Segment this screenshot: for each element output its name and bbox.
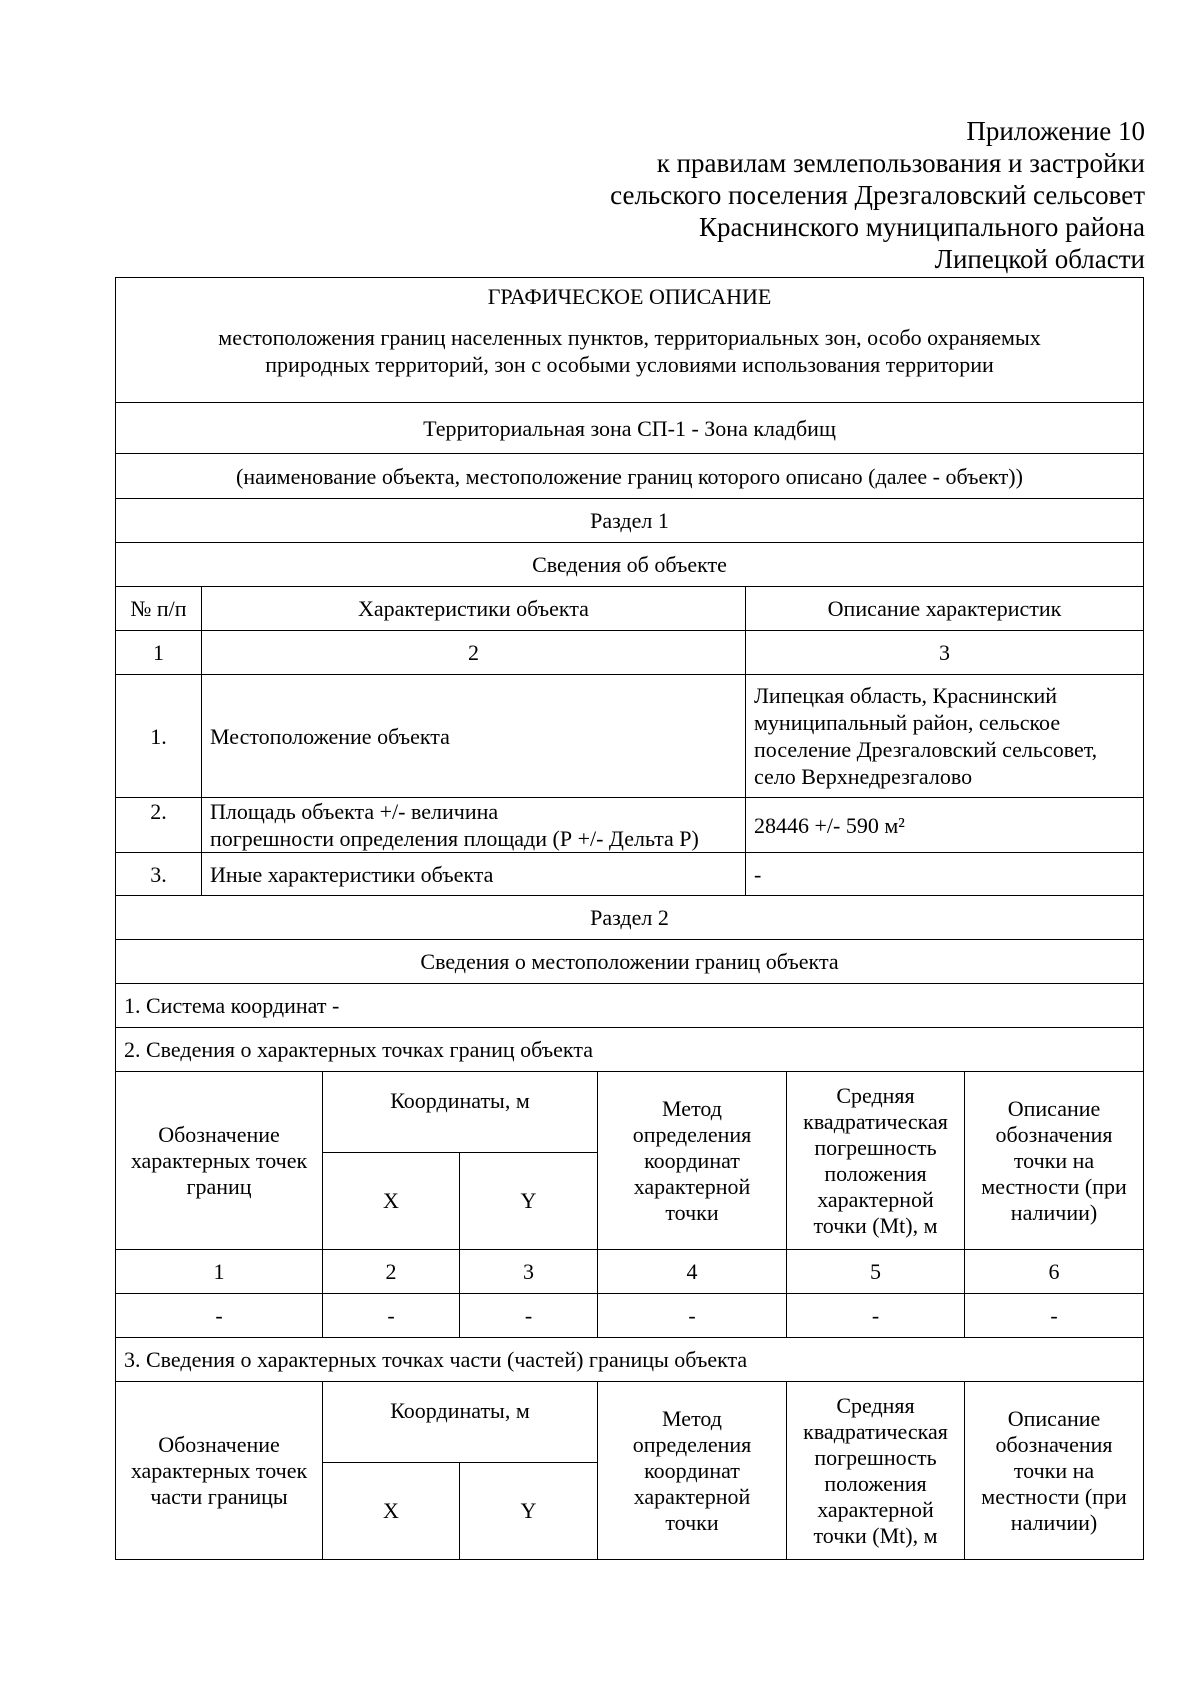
header-line: наличии)	[1010, 1199, 1098, 1225]
x-header: X	[323, 1463, 460, 1560]
object-caption: (наименование объекта, местоположение границ которого описано (далее - объект))	[116, 454, 1144, 499]
header-line: погрешность	[814, 1444, 937, 1470]
header-line: границ	[186, 1173, 252, 1199]
points-designation-header	[116, 1072, 323, 1250]
description-line: поселение Дрезгаловский сельсовет,	[754, 737, 1098, 762]
header-line: характерной	[633, 1483, 751, 1509]
header-line: погрешность	[814, 1134, 937, 1160]
object-name: Территориальная зона СП-1 - Зона кладбищ	[116, 403, 1144, 454]
header-line: положения	[824, 1470, 927, 1496]
header-line: координат	[644, 1457, 740, 1483]
row-description: -	[746, 853, 1144, 896]
header-line: точки на	[1013, 1457, 1095, 1483]
description-line: муниципальный район, сельское	[754, 710, 1061, 735]
method-header	[598, 1382, 787, 1560]
table-cell: -	[460, 1294, 598, 1338]
points-title: 2. Сведения о характерных точках границ объекта	[116, 1028, 1144, 1072]
col-number: 3	[746, 631, 1144, 675]
header-line: сельского поселения Дрезгаловский сельсовет	[610, 180, 1145, 210]
table-row	[116, 1294, 1144, 1338]
header-line: Описание	[1007, 1095, 1101, 1121]
header-num: № п/п	[116, 587, 202, 631]
header-line: Средняя	[836, 1392, 915, 1418]
table-cell: -	[598, 1294, 787, 1338]
header-line: Липецкой области	[934, 244, 1145, 274]
header-line: координат	[644, 1147, 740, 1173]
header-description: Описание характеристик	[746, 587, 1144, 631]
table-cell: -	[965, 1294, 1144, 1338]
header-line: Приложение 10	[966, 116, 1145, 146]
characteristic-line: Площадь объекта +/- величина	[210, 799, 499, 824]
header-line: точки (Mt), м	[813, 1522, 938, 1548]
section2-table	[115, 895, 1144, 1560]
section1-table	[115, 277, 1144, 896]
table-row	[116, 798, 1144, 853]
header-line: Координаты, м	[390, 1088, 530, 1113]
row-description: 28446 +/- 590 м²	[746, 798, 1144, 853]
table-row	[116, 675, 1144, 798]
header-line: характерной	[633, 1173, 751, 1199]
row-description	[746, 675, 1144, 798]
accuracy-header	[787, 1382, 965, 1560]
header-line: точки на	[1013, 1147, 1095, 1173]
header-line: Метод	[662, 1405, 722, 1431]
header-line: Координаты, м	[390, 1398, 530, 1423]
header-line: квадратическая	[803, 1108, 948, 1134]
col-number: 4	[598, 1250, 787, 1294]
y-header: Y	[460, 1463, 598, 1560]
graphic-description-form	[115, 277, 1143, 1560]
y-header: Y	[460, 1153, 598, 1250]
header-line: части границы	[150, 1483, 288, 1509]
section1-subtitle: Сведения об объекте	[116, 543, 1144, 587]
coordinate-system: 1. Система координат -	[116, 984, 1144, 1028]
doc-title: ГРАФИЧЕСКОЕ ОПИСАНИЕ	[487, 284, 772, 309]
doc-subtitle-line: местоположения границ населенных пунктов, территориальных зон, особо охраняемых	[218, 325, 1041, 350]
header-line: Обозначение	[158, 1121, 280, 1147]
point-description-header	[965, 1382, 1144, 1560]
header-line: Краснинского муниципального района	[698, 212, 1145, 242]
row-characteristic: Местоположение объекта	[202, 675, 746, 798]
header-line: точки	[665, 1509, 719, 1535]
header-line: к правилам землепользования и застройки	[656, 148, 1145, 178]
doc-subtitle-line: природных территорий, зон с особыми условиями использования территории	[265, 352, 994, 377]
table-row	[116, 853, 1144, 896]
header-line: Обозначение	[158, 1431, 280, 1457]
part-points-designation-header	[116, 1382, 323, 1560]
row-characteristic	[202, 798, 746, 853]
header-line: местности (при	[981, 1483, 1127, 1509]
table-cell: -	[116, 1294, 323, 1338]
col-number: 5	[787, 1250, 965, 1294]
section2-title: Раздел 2	[116, 896, 1144, 940]
col-number: 6	[965, 1250, 1144, 1294]
appendix-header	[610, 115, 1145, 275]
table-cell: -	[323, 1294, 460, 1338]
col-number: 2	[323, 1250, 460, 1294]
header-line: характерных точек	[130, 1457, 308, 1483]
characteristic-line: погрешности определения площади (Р +/- Дельта Р)	[210, 826, 699, 851]
method-header	[598, 1072, 787, 1250]
header-line: точки (Mt), м	[813, 1212, 938, 1238]
header-line: определения	[632, 1121, 752, 1147]
header-line: положения	[824, 1160, 927, 1186]
table-cell: -	[787, 1294, 965, 1338]
parts-title: 3. Сведения о характерных точках части (частей) границы объекта	[116, 1338, 1144, 1382]
header-characteristic: Характеристики объекта	[202, 587, 746, 631]
header-line: Метод	[662, 1095, 722, 1121]
header-line: обозначения	[995, 1431, 1113, 1457]
header-line: характерной	[817, 1186, 934, 1212]
row-characteristic: Иные характеристики объекта	[202, 853, 746, 896]
row-number: 3.	[116, 853, 202, 896]
row-number: 1.	[116, 675, 202, 798]
section2-subtitle: Сведения о местоположении границ объекта	[116, 940, 1144, 984]
col-number: 1	[116, 1250, 323, 1294]
header-line: местности (при	[981, 1173, 1127, 1199]
row-number: 2.	[116, 798, 202, 853]
accuracy-header	[787, 1072, 965, 1250]
header-line: характерной	[817, 1496, 934, 1522]
x-header: X	[323, 1153, 460, 1250]
col-number: 2	[202, 631, 746, 675]
coordinates-header	[323, 1072, 598, 1153]
point-description-header	[965, 1072, 1144, 1250]
header-line: характерных точек	[130, 1147, 308, 1173]
coordinates-header	[323, 1382, 598, 1463]
description-line: село Верхнедрезгалово	[754, 764, 973, 789]
header-line: наличии)	[1010, 1509, 1098, 1535]
col-number: 3	[460, 1250, 598, 1294]
section1-title: Раздел 1	[116, 499, 1144, 543]
header-line: Описание	[1007, 1405, 1101, 1431]
header-line: точки	[665, 1199, 719, 1225]
header-line: обозначения	[995, 1121, 1113, 1147]
col-number: 1	[116, 631, 202, 675]
doc-title-block	[116, 278, 1144, 403]
header-line: квадратическая	[803, 1418, 948, 1444]
header-line: определения	[632, 1431, 752, 1457]
header-line: Средняя	[836, 1082, 915, 1108]
description-line: Липецкая область, Краснинский	[754, 683, 1058, 708]
